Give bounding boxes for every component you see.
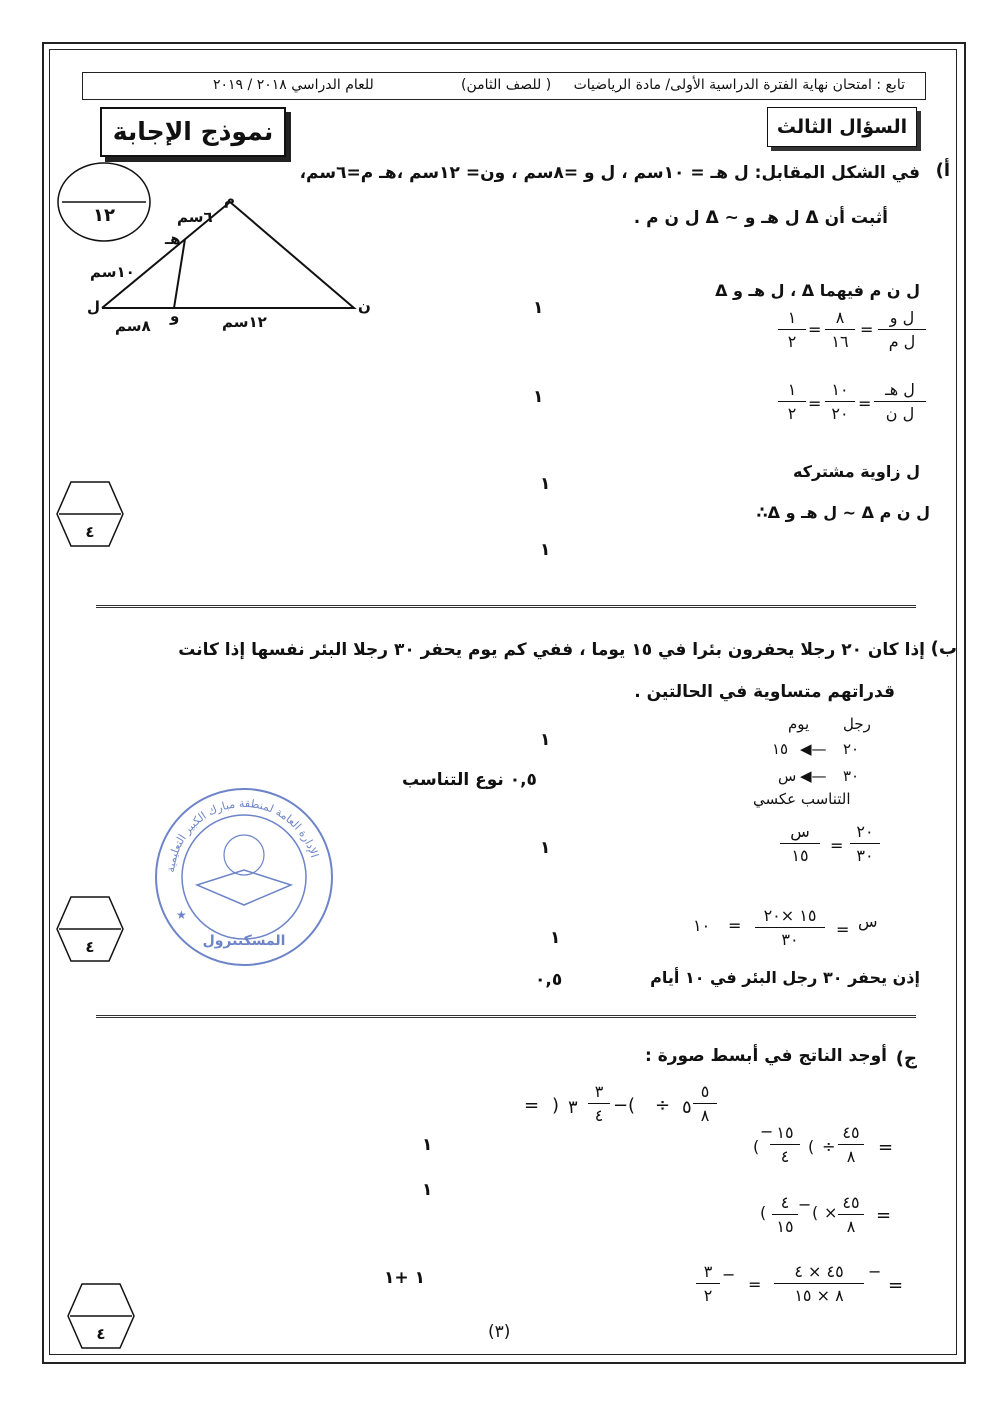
row1-men: ٢٠ <box>843 740 860 758</box>
exam-header <box>82 72 926 100</box>
part-a-prove: أثبت أن Δ ل هـ و ~ Δ ل ن م . <box>633 208 888 228</box>
length-lw: ٨سم <box>115 317 151 335</box>
hex-score-b: ٤ <box>85 938 95 956</box>
header-year: للعام الدراسي ٢٠١٨ / ٢٠١٩ <box>213 77 374 93</box>
score-a4: ١ <box>540 540 551 560</box>
score-c1: ١ <box>422 1135 433 1155</box>
svg-text:الإدارة العامة لمنطقة مبارك ال: الإدارة العامة لمنطقة مبارك الكبير التعليمية <box>164 796 322 874</box>
score-a3: ١ <box>540 474 551 494</box>
header-exam: تابع : امتحان نهاية الفترة الدراسية الأولى/ مادة الرياضيات <box>573 77 905 93</box>
eq2-lhs: س <box>858 912 878 931</box>
part-b-answer: إذن يحفر ٣٠ رجل البئر في ١٠ أيام <box>650 968 920 987</box>
svg-text:المسكنترول: المسكنترول <box>202 933 286 949</box>
score-a1: ١ <box>533 298 544 318</box>
score-a2: ١ <box>533 387 544 407</box>
step3-frac: ٤٥ × ٤ ٨ × ١٥ <box>774 1262 864 1305</box>
page-number: (٣) <box>488 1322 511 1342</box>
part-b-statement2: قدراتهم متساوية في الحالتين . <box>634 682 895 702</box>
step1-frac2: ١٥ ٤ <box>770 1123 800 1166</box>
expr-whole1: ٥ <box>682 1097 692 1118</box>
step1-frac1: ٤٥ ٨ <box>838 1123 864 1166</box>
part-a-line1: Δ ل هـ و ، Δ ل ن م فيهما <box>715 281 920 300</box>
col-men: رجل <box>843 715 871 733</box>
ratio2-b: ١٠ ٢٠ <box>825 380 855 423</box>
proportion-type: التناسب عكسي <box>753 790 851 808</box>
length-wn: ١٢سم <box>222 313 267 331</box>
ratio2-c: ١ ٢ <box>778 380 806 423</box>
arrow-left-icon: ◀— <box>800 767 827 785</box>
step2-frac1: ٤٥ ٨ <box>838 1193 864 1236</box>
arrow-left-icon: ◀— <box>800 740 827 758</box>
length-lh: ١٠سم <box>90 263 135 281</box>
row1-days: ١٥ <box>772 740 789 758</box>
vertex-h: هـ <box>165 230 181 248</box>
step2-frac2: ٤ ١٥ <box>772 1193 798 1236</box>
proportion-label: ٠,٥ نوع التناسب <box>402 770 537 790</box>
common-angle: ل زاوية مشتركه <box>792 462 920 481</box>
score-b4: ٠,٥ <box>535 970 563 990</box>
part-a-conclusion: ∴Δ ل هـ و ~ Δ ل ن م <box>756 503 930 522</box>
vertex-m: م <box>224 190 235 208</box>
ratio1-c: ١ ٢ <box>778 308 806 351</box>
ratio1-b: ٨ ١٦ <box>825 308 855 351</box>
question-label: السؤال الثالث <box>767 107 917 147</box>
part-c-label: ج) <box>895 1048 917 1069</box>
row2-men: ٣٠ <box>843 767 860 785</box>
part-b-statement1: إذا كان ٢٠ رجلا يحفرون بئرا في ١٥ يوما ، ففي كم يوم يحفر ٣٠ رجلا البئر نفسها إذا كانت <box>178 640 925 660</box>
part-c-statement: أوجد الناتج في أبسط صورة : <box>645 1046 887 1066</box>
total-score: ١٢ <box>93 205 115 226</box>
ratio1-a: ل و ل م <box>878 308 926 351</box>
eq1-right: س ١٥ <box>780 822 820 865</box>
score-c3: ١ +١ <box>384 1268 425 1288</box>
eq2-result: ١٠ <box>693 916 711 935</box>
length-hm: ٦سم <box>177 208 213 226</box>
score-b2: ١ <box>540 838 551 858</box>
step3-result: ٣ ٢ <box>696 1262 720 1305</box>
part-a-label: أ) <box>935 160 950 181</box>
expr-op: ÷ <box>655 1095 671 1116</box>
score-c2: ١ <box>422 1180 433 1200</box>
score-b3: ١ <box>550 928 561 948</box>
row2-days: س <box>778 767 797 785</box>
expr-equals: = <box>524 1095 540 1116</box>
expr-frac2: ٣ ٤ <box>588 1082 610 1125</box>
separator <box>96 605 916 608</box>
separator <box>96 1015 916 1018</box>
answer-key-title: نموذج الإجابة <box>100 107 286 157</box>
hex-score-a: ٤ <box>85 523 95 541</box>
part-a-statement: في الشكل المقابل: ل هـ = ١٠سم ، ل و =٨سم ، ون= ١٢سم ،هـ م=٦سم، <box>299 163 920 183</box>
col-days: يوم <box>788 715 810 733</box>
expr-frac1: ٥ ٨ <box>693 1082 717 1125</box>
official-stamp <box>152 785 337 970</box>
hex-score-c: ٤ <box>96 1325 106 1343</box>
eq1-left: ٢٠ ٣٠ <box>850 822 880 865</box>
header-grade: ( للصف الثامن) <box>461 77 552 93</box>
part-b-label: ب) <box>930 638 957 659</box>
vertex-w: و <box>170 307 180 325</box>
vertex-l: ل <box>87 298 101 316</box>
score-b1: ١ <box>540 730 551 750</box>
eq2-fraction: ١٥ ×٢٠ ٣٠ <box>755 906 825 949</box>
expr-whole2: ٣ <box>568 1097 578 1118</box>
svg-text:★: ★ <box>176 908 187 922</box>
ratio2-a: ل هـ ل ن <box>874 380 926 423</box>
vertex-n: ن <box>358 297 371 315</box>
